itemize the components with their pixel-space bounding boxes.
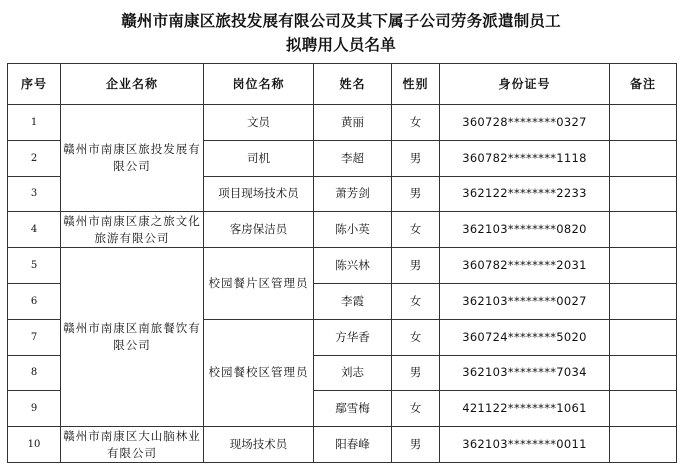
- cell-seq: 1: [8, 105, 61, 141]
- cell-id: 362122********2233: [440, 176, 610, 212]
- cell-id: 360782********1118: [440, 140, 610, 176]
- cell-seq: 4: [8, 212, 61, 248]
- cell-gender: 女: [392, 105, 440, 141]
- cell-position: 文员: [204, 105, 314, 141]
- cell-gender: 女: [392, 391, 440, 427]
- cell-company: 赣州市南康区旅投发展有限公司: [61, 105, 204, 212]
- cell-position: 客房保洁员: [204, 212, 314, 248]
- cell-id: 362103********0027: [440, 283, 610, 319]
- cell-remark: [610, 248, 677, 284]
- cell-gender: 男: [392, 140, 440, 176]
- cell-name: 陈小英: [314, 212, 392, 248]
- cell-name: 陈兴林: [314, 248, 392, 284]
- cell-position: 现场技术员: [204, 427, 314, 463]
- cell-company: 赣州市南康区南旅餐饮有限公司: [61, 248, 204, 427]
- cell-gender: 男: [392, 248, 440, 284]
- header-gender: 性别: [392, 64, 440, 105]
- cell-seq: 9: [8, 391, 61, 427]
- cell-company: 赣州市南康区大山脑林业有限公司: [61, 427, 204, 463]
- table-row: [8, 427, 677, 463]
- cell-remark: [610, 391, 677, 427]
- cell-gender: 男: [392, 355, 440, 391]
- header-company: 企业名称: [61, 64, 204, 105]
- cell-name: 黄丽: [314, 105, 392, 141]
- cell-name: 李超: [314, 140, 392, 176]
- cell-id: 360728********0327: [440, 105, 610, 141]
- cell-remark: [610, 355, 677, 391]
- header-position: 岗位名称: [204, 64, 314, 105]
- cell-remark: [610, 283, 677, 319]
- cell-remark: [610, 140, 677, 176]
- cell-gender: 男: [392, 176, 440, 212]
- cell-name: 萧芳剑: [314, 176, 392, 212]
- cell-position: 项目现场技术员: [204, 176, 314, 212]
- cell-seq: 2: [8, 140, 61, 176]
- cell-id: 362103********7034: [440, 355, 610, 391]
- cell-remark: [610, 176, 677, 212]
- table-row: [8, 248, 677, 284]
- header-name: 姓名: [314, 64, 392, 105]
- cell-name: 鄢雪梅: [314, 391, 392, 427]
- cell-name: 李霞: [314, 283, 392, 319]
- cell-remark: [610, 105, 677, 141]
- cell-remark: [610, 319, 677, 355]
- cell-gender: 男: [392, 427, 440, 463]
- cell-seq: 10: [8, 427, 61, 463]
- cell-remark: [610, 427, 677, 463]
- cell-gender: 女: [392, 212, 440, 248]
- cell-seq: 3: [8, 176, 61, 212]
- cell-id: 421122********1061: [440, 391, 610, 427]
- table-header-row: [8, 64, 677, 105]
- cell-id: 360724********5020: [440, 319, 610, 355]
- header-seq: 序号: [8, 64, 61, 105]
- cell-name: 阳春峰: [314, 427, 392, 463]
- cell-id: 362103********0820: [440, 212, 610, 248]
- cell-position: 司机: [204, 140, 314, 176]
- cell-id: 362103********0011: [440, 427, 610, 463]
- document-title-line1: 赣州市南康区旅投发展有限公司及其下属子公司劳务派遣制员工: [121, 12, 561, 30]
- cell-gender: 女: [392, 319, 440, 355]
- cell-seq: 8: [8, 355, 61, 391]
- table-row: [8, 212, 677, 248]
- cell-remark: [610, 212, 677, 248]
- cell-id: 360782********2031: [440, 248, 610, 284]
- cell-seq: 7: [8, 319, 61, 355]
- cell-name: 方华香: [314, 319, 392, 355]
- cell-position: 校园餐校区管理员: [204, 319, 314, 426]
- cell-name: 刘志: [314, 355, 392, 391]
- cell-seq: 5: [8, 248, 61, 284]
- header-remark: 备注: [610, 64, 677, 105]
- cell-position: 校园餐片区管理员: [204, 248, 314, 320]
- personnel-table: [7, 63, 677, 463]
- table-row: [8, 105, 677, 141]
- cell-seq: 6: [8, 283, 61, 319]
- cell-company: 赣州市南康区康之旅文化旅游有限公司: [61, 212, 204, 248]
- cell-gender: 女: [392, 283, 440, 319]
- document-title-line2: 拟聘用人员名单: [286, 36, 396, 54]
- header-id: 身份证号: [440, 64, 610, 105]
